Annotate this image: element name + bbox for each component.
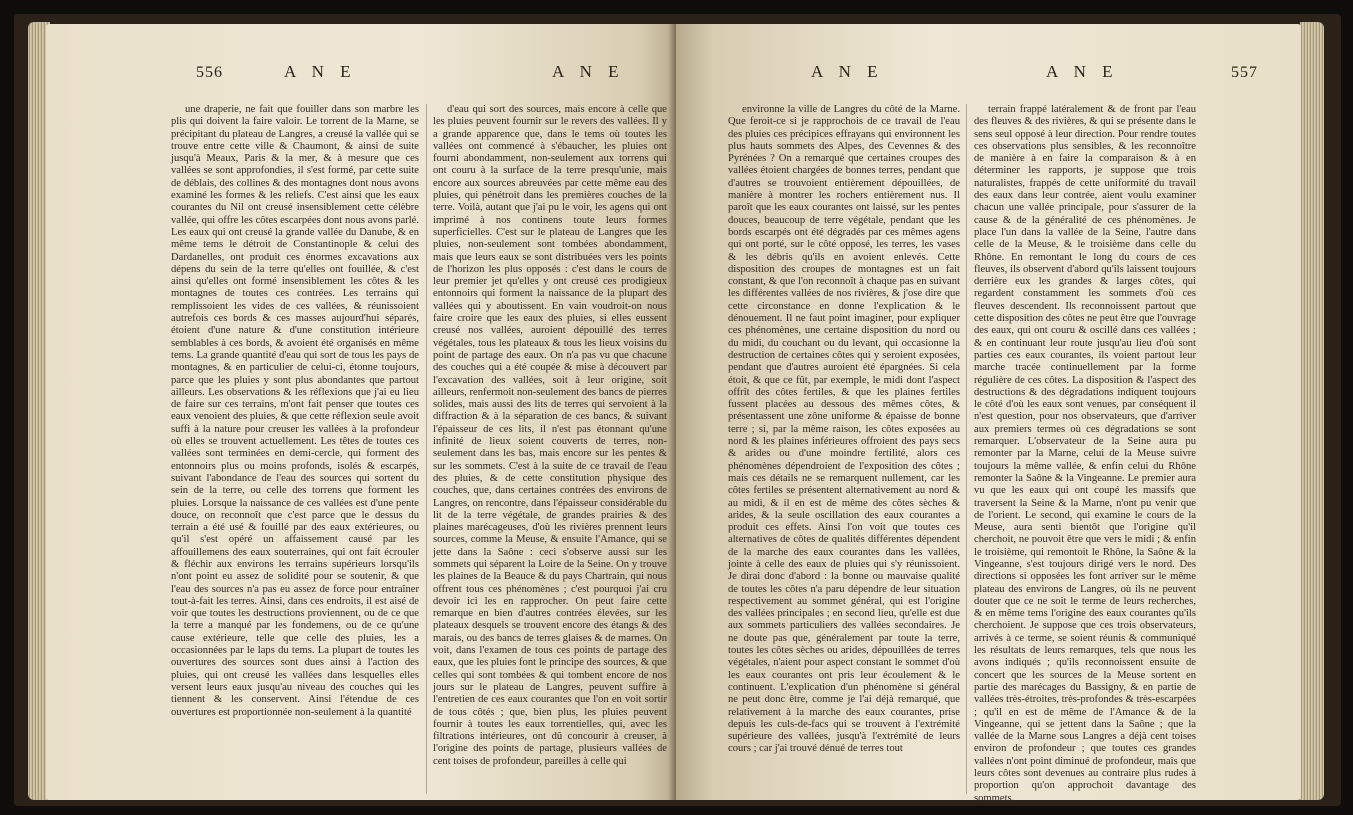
paragraph: terrain frappé latéralement & de front par l'eau des fleuves & des rivières, & qui se présente dans le sens seul opposé à leur direction. Pour rendre toutes ces observations plus sensibles, & les reconnoître de manière à en faire la comparaison & à en déterminer les rapports, je suppose que trois naturalistes, frappés de cette uniformité du travail des eaux dans leur contrée, aient voulu examiner chacun une vallée principale, pour s'assurer de la cause & de la généralité de ces phénomènes. Je place l'un dans la vallée de la Seine, l'autre dans celle de la Meuse, & le troisième dans celle du Rhône. En remontant le long du cours de ces fleuves, ils observent d'abord qu'ils laissent toujours derrière eux les grandes & larges côtes, qui regardent constamment les sommets d'où ces fleuves descendent. Ils reconnoissent partout que cette disposition des côtes ne peut être que l'ouvrage des eaux, qui ont couru & oscillé dans ces vallées ; & en continuant leur route jusqu'au lieu d'où sont parties ces eaux courantes, ils voient partout leur marche tracée continuellement par la forme régulière de ces côtes. La disposition & l'aspect des destructions & des dégradations indiquent toujours le côté d'où les eaux sont venues, par conséquent il n'est question, pour nos observateurs, que d'arriver aux premiers termes où ces dégradations se sont remarquer. L'observateur de la Seine aura pu remonter par la Marne, celui de la Meuse suivre toujours la même vallée, & enfin celui du Rhône remonter la Saône & la Vingeanne. Le premier aura vu que les eaux qui ont coupé les massifs que traversent la Seine & la Marne, n'ont pu venir que de l'orient. Le second, qui examine le cours de la Meuse, aura senti bientôt que l'origine qu'il cherchoit, ne pouvoit être que vers le midi ; & enfin le troisième, qui remontoit le Rhône, la Saône & la Vingeanne, s'est toujours dirigé vers le nord. Des directions si opposées les font arriver sur le même plateau des environs de Langres, où ils ne peuvent douter que ce ne soit le terme de leurs recherches, & en même tems l'origine des eaux courantes qu'ils cherchoient. Je suppose que ces trois observateurs, arrivés à ce terme, se soient réunis & communiqué les résultats de leurs remarques, tels que nous les avons indiqués ; qu'ils reconnoissent ensuite de concert que les sources de la Meuse sortent en partie des marécages du Bassigny, & en partie de vallées très-étroites, très-profondes & très-escarpées ; qu'il en est de même de l'Amance & de la Vingeanne, qui se jettent dans la Saône ; que la vallée de la Marne sous Langres a déjà cent toises environ de profondeur ; que toutes ces grandes vallées n'ont point diminué de profondeur, mais que leurs côtes sont devenues au contraire plus rudes à proportion qu'on approchoit davantage des sommets. xyxy=(974,104,1196,804)
paragraph: une draperie, ne fait que fouiller dans son marbre les plis qui doivent la faire valoir. Le torrent de la Marne, se précipitant du plateau de Langres, a creusé la vallée qui se trouve entre cette ville & Chaumont, & ainsi de suite jusqu'à Meaux, Paris & la mer, & à mesure que ces vallées se sont approfondies, il s'est formé, par cette suite de déblais, des collines & des montagnes dont nous avons examiné les formes & les reliefs. C'est ainsi que les eaux courantes du Nil ont creusé insensiblement cette célèbre vallée, qui offre les côtes escarpées dont nous avons parlé. Les eaux qui ont creusé la grande vallée du Danube, & en même tems le détroit de Constantinople & celui des Dardanelles, ont produit ces énormes excavations aux dépens du sein de la terre qu'elles ont fouillée, & c'est ainsi qu'elles ont formé insensiblement les côtes & les montagnes de toutes ces contrées. Les terrains qui remplissoient les vides de ces vallées, & réunissoient autrefois ces bords & ces masses aujourd'hui séparés, étoient d'une nature & d'une constitution intérieure semblables à ces bords, & avoient été organisés en même tems. La grande quantité d'eau qui sort de tous les pays de montagnes, & en particulier de celui-ci, étonne toujours, parce que les pluies y sont plus abondantes que partout ailleurs. Les observations & les réflexions que j'ai eu lieu de faire sur ces terrains, m'ont fait penser que toutes ces eaux venoient des pluies, & que cette réflexion seule avoit suffi à la nature pour creuser les vallées à la profondeur où elles se trouvent actuellement. Les têtes de toutes ces vallées sont terminées en demi-cercle, qui forment des entonnoirs plus ou moins profonds, isolés & escarpés, suivant l'abondance de l'eau des sources qui sortent du sein de la terre, ou celle des torrens que forment les pluies. Lorsque la naissance de ces vallées est d'une pente douce, on reconnoît que c'est parce que le dessus du terrain a été usé & fouillé par des eaux extérieures, ou qu'il s'est opéré un affaissement causé par les affouillemens des eaux souterraines, qui ont fait écrouler & fléchir aux environs les terrains supérieurs lorsqu'ils n'ont point eu assez de solidité pour se soutenir, & que l'eau des sources n'a pas eu assez de force pour entraîner tout-à-fait les terres. Ainsi, dans ces endroits, il est aisé de voir que toutes les destructions proviennent, ou de ce que la terre a manqué par les fondemens, ou de ce qu'une cause extérieure, telle que celle des pluies, les a occasionnées par le laps du tems. La plupart de toutes les ouvertures des sources sont dues ainsi à l'action des pluies, qui ont creusé les vallées dans lesquelles elles versent leurs eaux jusqu'au niveau des couches qui les tiennent & les conservent. Ainsi l'étendue de ces ouvertures est proportionnée non-seulement à la quantité xyxy=(171,104,419,718)
right-page-edges xyxy=(1300,22,1324,800)
running-head: A N E xyxy=(552,62,625,81)
text-column xyxy=(728,104,960,794)
running-head: A N E xyxy=(1046,62,1119,81)
text-column xyxy=(974,104,1196,804)
text-column xyxy=(171,104,419,794)
text-column xyxy=(433,104,667,794)
page-number: 556 xyxy=(196,64,223,81)
column-divider xyxy=(426,104,427,794)
left-page xyxy=(46,24,676,800)
paragraph: environne la ville de Langres du côté de la Marne. Que feroit-ce si je rapprochois de ce travail de l'eau des pluies ces précipices effrayans qui environnent les plus hauts sommets des Alpes, des Cevennes & des Pyrénées ? On a remarqué que certaines croupes des vallées étoient chargées de bonnes terres, pendant que d'autres se trouvoient entièrement dépouillées, de manière à montrer les rochers entièrement nus. Il paroît que les eaux courantes ont laissé, sur les pentes douces, beaucoup de terre végétale, pendant que les bords escarpés ont été dégradés par ces mêmes agens qui ont porté, sur le côté opposé, les terres, les vases & les débris qu'ils en avoient enlevés. Cette disposition des croupes de montagnes est un fait constant, & que l'on reconnoît à chaque pas en suivant les différentes vallées de nos rivières, & j'ose dire que cette circonstance en donne l'explication & le dénouement. Il ne faut point imaginer, pour expliquer ces phénomènes, une certaine disposition du nord ou du midi, du couchant ou du levant, qui occasionne la destruction de certaines côtes qui y seroient exposées, pendant que d'autres auroient été épargnées. Si cela étoit, & que ce fût, par exemple, le midi dont l'aspect offrît des côtes fertiles, & que les plaines fertiles fussent placées au dessous des mêmes côtes, & présentassent une zône uniforme & épaisse de bonne terre ; si, par la même raison, les côtes exposées au nord & les plaines inférieures offroient des pays secs & arides ou d'une moindre fertilité, alors ces phénomènes dépendroient de l'exposition des côtes ; mais ces détails ne se remarquent nullement, car les côtes fertiles se présentent alternativement au nord & au midi, & il en est de même des côtes sèches & arides, & la seule oscillation des eaux courantes a produit ces effets. Ainsi l'on voit que toutes ces alternatives de côtes de qualités différentes dépendent de la marche des eaux courantes dans les vallées, jointe à celle des eaux de pluies qui s'y réunissoient. Je dirai donc d'abord : la bonne ou mauvaise qualité de toutes les côtes n'a paru dépendre de leur situation respectivement au sommet général, qui est l'origine des vallées principales ; en second lieu, qu'elle est due aux sommets particuliers des vallées secondaires. Je ne doute pas que, généralement par toute la terre, toutes les côtes sèches ou arides, dépouillées de terres végétales, n'aient pour aspect constant le sommet d'où les eaux courantes ont pris leur écoulement & le continuent. L'explication d'un phénomène si général ne peut donc être, comme je l'ai déjà remarqué, que relativement à la marche des eaux courantes, prise depuis les culs-de-facs qui se trouvent à l'extrémité supérieure des vallées, jusqu'à l'extrémité de leurs cours ; car j'ai trouvé dénué de terres tout xyxy=(728,104,960,755)
paragraph: d'eau qui sort des sources, mais encore à celle que les pluies peuvent fournir sur le revers des vallées. Il y a grande apparence que, dans le tems où toutes les vallées ont commencé à s'ébaucher, les pluies ont fourni abondamment, non-seulement aux torrens qui ont couru à la surface de la terre presqu'unie, mais encore aux sources abreuvées par cette même eau des pluies, qui pénétroit dans les premières couches de la terre. Voilà, autant que j'ai pu le voir, les agens qui ont imprimé à nos continens toute leurs formes superficielles. C'est sur le plateau de Langres que les pluies, non-seulement sont tombées abondamment, mais que leurs eaux se sont distribuées vers les points de l'horizon les plus opposés : c'est dans le cours de leur premier jet qu'elles y ont creusé ces prodigieux entonnoirs qui forment la naissance de la plupart des vallées qui y aboutissent. En vain voudroit-on nous faire croire que les eaux des pluies, si elles eussent creusé nos vallées, auroient dépouillé des terres végétales, tous les plateaux & tous les lieux voisins du point de partage des eaux. On n'a pas vu que chacune des couches qui a été coupée & mise à découvert par l'excavation des vallées, soit à leur origine, soit ailleurs, renfermoit non-seulement des bancs de pierres solides, mais aussi des lits de terres qui servoient à la diffraction & à la séparation de ces bancs, & suivant l'épaisseur de ces lits, il n'est pas étonnant qu'une infinité de lieux soient couverts de terres, non-seulement dans les bas, mais encore sur les pentes & sur les sommets. C'est à la suite de ce travail de l'eau des pluies, & de cette constitution physique des couches, que, dans certaines contrées des environs de Langres, on rencontre, dans l'épaisseur considérable du lit de la terre végétale, de grandes prairies & des plaines marécageuses, d'où les rivières prennent leurs sources, comme la Meuse, & ensuite l'Amance, qui se jette dans la Saône : ceci s'observe aussi sur les sommets qui séparent la Loire de la Seine. On y trouve les plaines de la Beauce & du pays Chartrain, qui nous offrent tous ces phénomènes ; c'est pourquoi j'ai cru devoir ici les en rapprocher. On peut faire cette remarque en bien d'autres contrées élevées, sur les plateaux desquels se trouvent encore des étangs & des marais, ou des bancs de terres glaises & de marnes. On voit, dans l'examen de tous ces points de partage des eaux, que les pluies font le principe des sources, & que celles qui sont tombées & qui tombent encore de nos jours sur le plateau de Langres, peuvent suffire à l'entretien de ces eaux courantes que l'on en voit sortir de tous côtés ; que, bien plus, les pluies peuvent fournir à toutes les eaux torrentielles, qui, avec les filtrations intérieures, ont dû concourir à creuser, à l'origine des points de partage, plusieurs vallées de cent toises de profondeur, pareilles à celle qui xyxy=(433,104,667,767)
running-head: A N E xyxy=(284,62,357,81)
column-divider xyxy=(966,104,967,794)
page-number: 557 xyxy=(1231,64,1258,81)
right-page xyxy=(676,24,1301,804)
running-head: A N E xyxy=(811,62,884,81)
